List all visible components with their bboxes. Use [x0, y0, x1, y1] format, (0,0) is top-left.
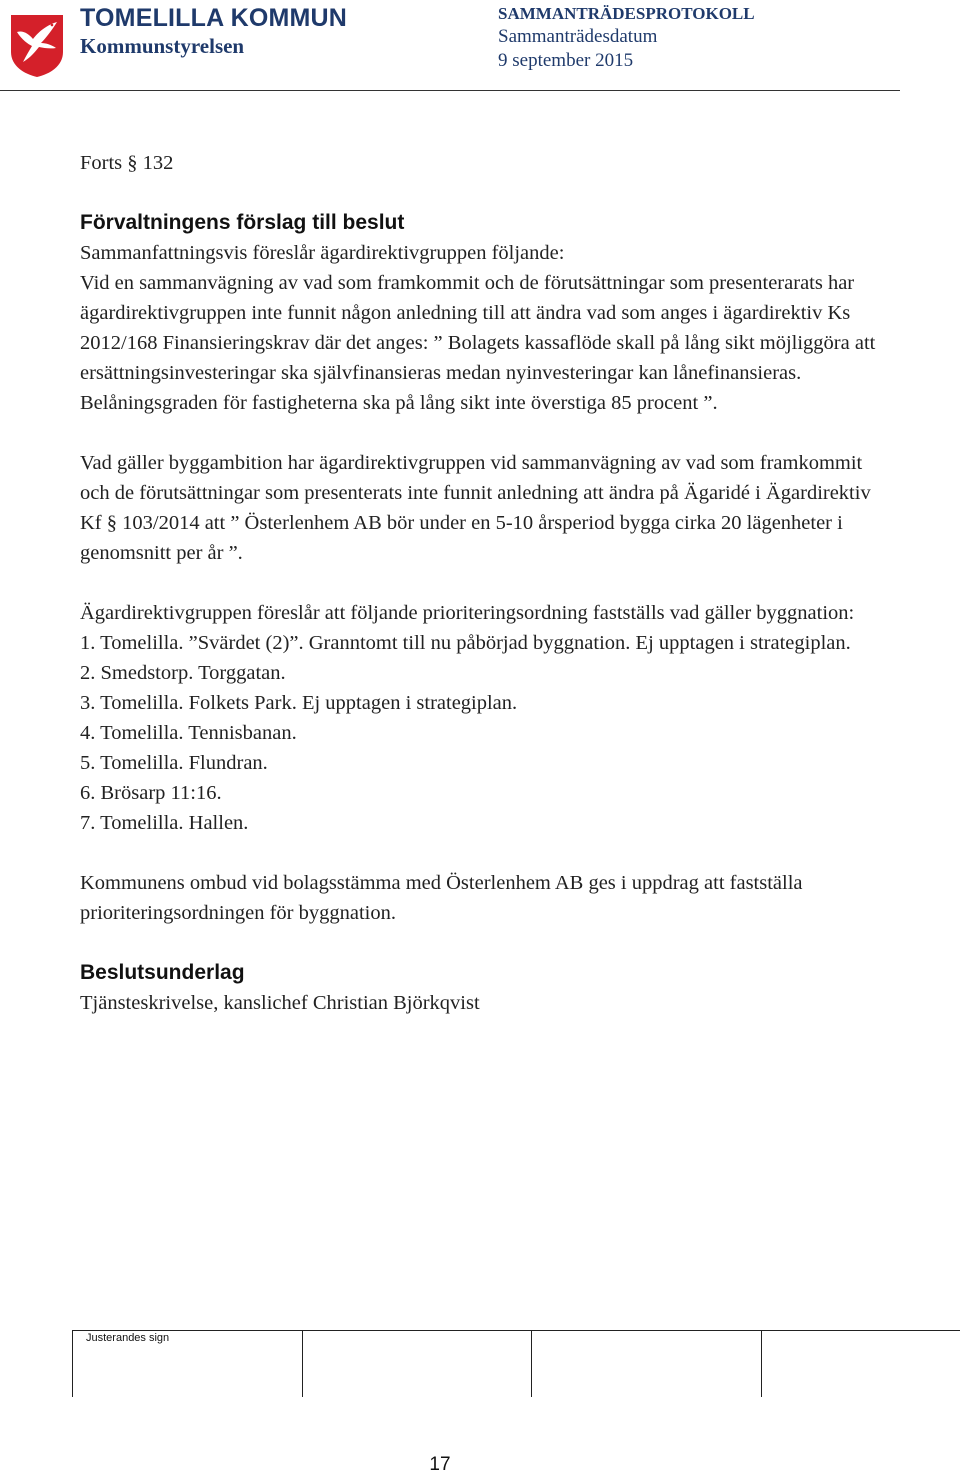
priority-intro: Ägardirektivgruppen föreslår att följande prioriteringsordning fastställs vad gäller byggnation: — [80, 602, 855, 624]
organization-name: TOMELILLA KOMMUN — [80, 4, 348, 32]
document-type: SAMMANTRÄDESPROTOKOLL — [498, 4, 755, 23]
proposal-paragraph-2: Vad gäller byggambition har ägardirektivgruppen vid sammanvägning av vad som framkommit och de förutsättningar som presenterats inte funnit anledning att ändra på Ägaridé i Ägardirektiv Kf § 103/2014 att ” Österlenhem AB bör under en 5-10 årsperiod bygga cirka 20 lägenheter i genomsnitt per år ”. — [80, 452, 871, 564]
meeting-date-label: Sammanträdesdatum — [498, 26, 658, 47]
spacer — [80, 568, 880, 598]
signature-table — [72, 1330, 960, 1397]
basis-heading: Beslutsunderlag — [80, 961, 245, 984]
meeting-date: 9 september 2015 — [498, 50, 634, 71]
signature-label: Justerandes sign — [86, 1332, 170, 1344]
priority-list — [80, 628, 880, 838]
list-item: 2. Smedstorp. Torggatan. — [80, 662, 286, 684]
municipal-crest-bird-icon — [8, 12, 66, 78]
list-item: 4. Tomelilla. Tennisbanan. — [80, 722, 297, 744]
document-header — [0, 0, 960, 94]
section-reference: Forts § 132 — [80, 152, 174, 174]
list-item: 6. Brösarp 11:16. — [80, 782, 222, 804]
page-number: 17 — [429, 1454, 451, 1475]
spacer — [80, 178, 880, 208]
spacer — [80, 928, 880, 958]
basis-text: Tjänsteskrivelse, kanslichef Christian Björkqvist — [80, 992, 480, 1014]
proposal-paragraph-1: Vid en sammanvägning av vad som framkommit och de förutsättningar som presenterarats har ägardirektivgruppen inte funnit någon anledning till att ändra vad som anges i ägardirektiv Ks 2012/168 Finansieringskrav där det anges: ” Bolagets kassaflöde skall på lång sikt möjliggöra att ersättningsinvesteringar ska självfinansieras medan nyinvesteringar kan lånefinansieras. Belåningsgraden för fastigheterna ska på lång sikt inte överstiga 85 procent ”. — [80, 272, 876, 414]
department-name: Kommunstyrelsen — [80, 34, 245, 58]
header-divider — [0, 90, 900, 91]
list-item: 1. Tomelilla. ”Svärdet (2)”. Granntomt till nu påbörjad byggnation. Ej upptagen i strategiplan. — [80, 632, 851, 654]
proposal-heading: Förvaltningens förslag till beslut — [80, 211, 405, 234]
signature-cell — [761, 1331, 960, 1397]
signature-cell — [302, 1331, 532, 1397]
proposal-intro: Sammanfattningsvis föreslår ägardirektivgruppen följande: — [80, 242, 565, 264]
document-body — [80, 148, 880, 1018]
spacer — [80, 838, 880, 868]
proposal-paragraph-3: Kommunens ombud vid bolagsstämma med Österlenhem AB ges i uppdrag att fastställa prioriteringsordningen för byggnation. — [80, 872, 803, 924]
signature-cell — [531, 1331, 762, 1397]
list-item: 7. Tomelilla. Hallen. — [80, 812, 249, 834]
list-item: 3. Tomelilla. Folkets Park. Ej upptagen i strategiplan. — [80, 692, 518, 714]
spacer — [80, 418, 880, 448]
list-item: 5. Tomelilla. Flundran. — [80, 752, 268, 774]
